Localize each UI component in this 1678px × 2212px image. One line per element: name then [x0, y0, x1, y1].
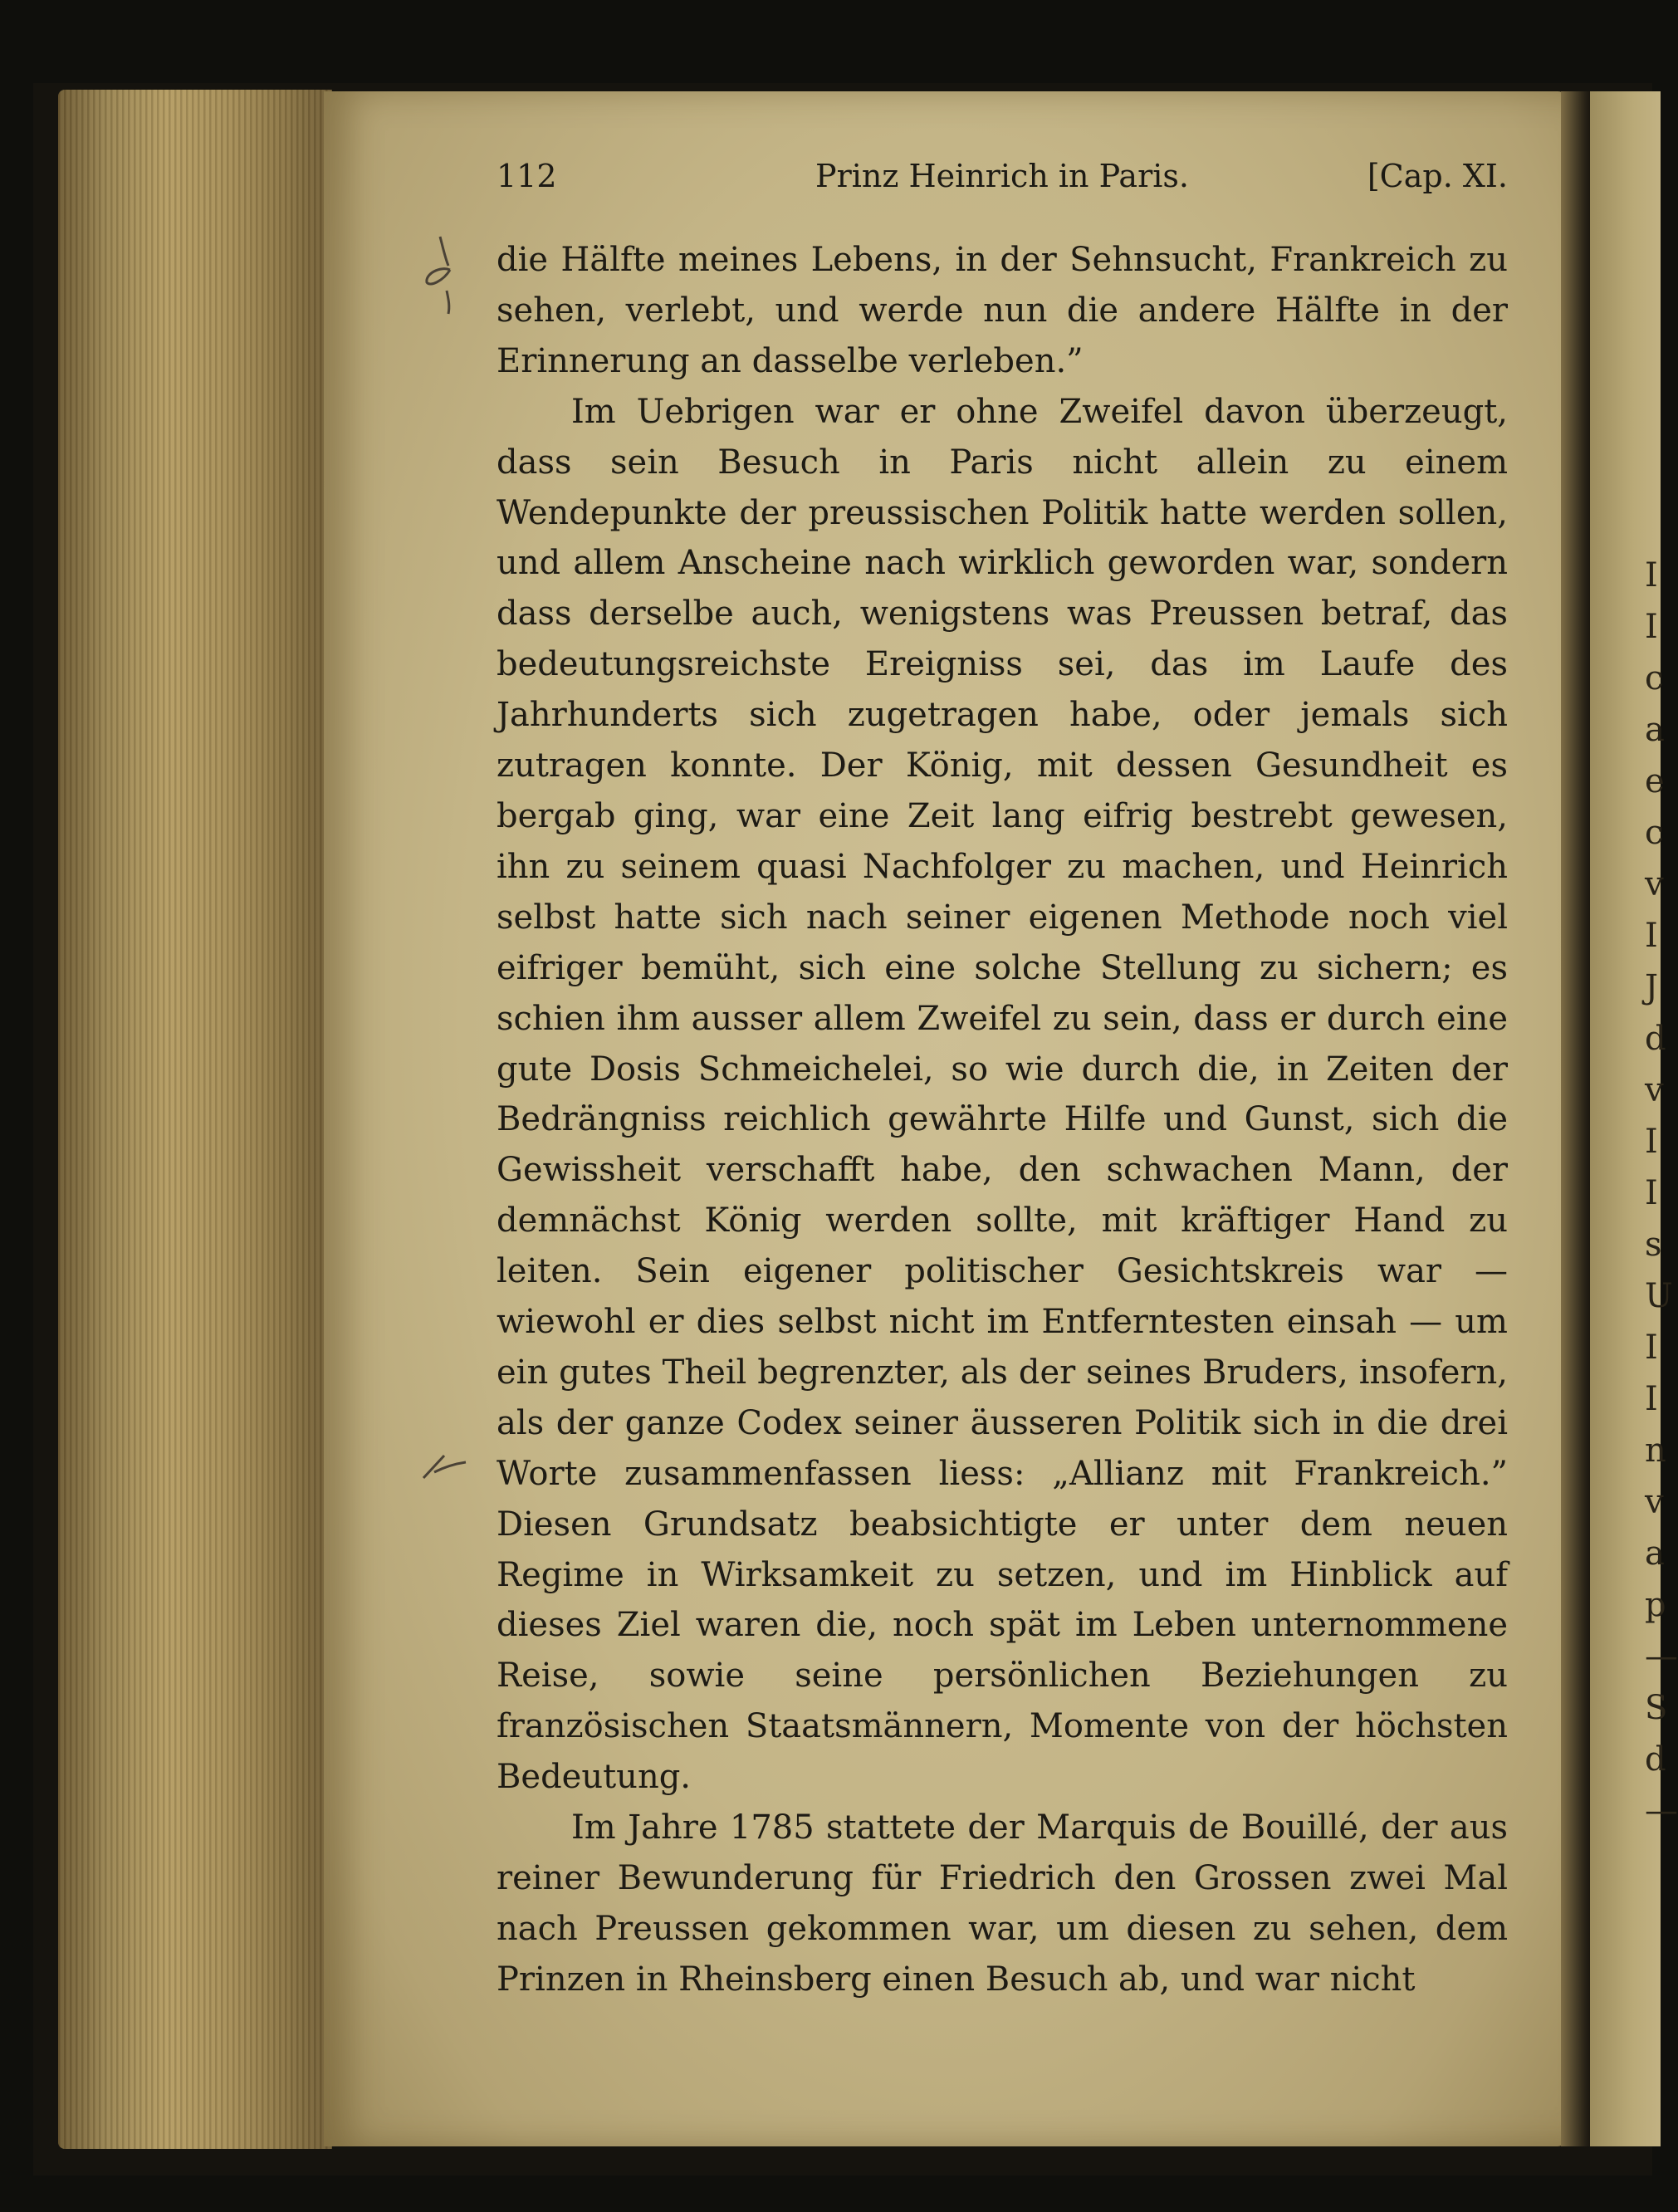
facing-page-fragment: v — [1645, 1483, 1664, 1521]
facing-page-fragment: s — [1645, 1226, 1662, 1264]
facing-page-fragment: c — [1645, 659, 1664, 697]
facing-page-fragment: — — [1645, 1637, 1678, 1676]
facing-page-fragment: c — [1645, 814, 1664, 852]
facing-page-fragment: a — [1645, 1534, 1665, 1573]
facing-page-fragment: I — [1645, 1174, 1658, 1212]
facing-page-fragment: p — [1645, 1586, 1666, 1624]
paragraph-2: Im Uebrigen war er ohne Zweifel davon überzeugt, dass sein Besuch in Paris nicht allein zu einem Wendepunkte der preussischen Politik hatte werden sollen, und allem Anscheine nach wirklich geworden war, sondern dass derselbe auch, wenigstens was Preussen betraf, das bedeutungsreichste Ereigniss sei, das im Laufe des Jahrhunderts sich zugetragen habe, oder jemals sich zutragen konnte. Der König, mit dessen Gesundheit es bergab ging, war eine Zeit lang eifrig bestrebt gewesen, ihn zu seinem quasi Nachfolger zu machen, und Heinrich selbst hatte sich nach seiner eigenen Methode noch viel eifriger bemüht, sich eine solche Stellung zu sichern; es schien ihm ausser allem Zweifel zu sein, dass er durch eine gute Dosis Schmeichelei, so wie durch die, in Zeiten der Bedrängniss reichlich gewährte Hilfe und Gunst, sich die Gewissheit verschafft habe, den schwachen Mann, der demnächst König werden sollte, mit kräftiger Hand zu leiten. Sein eigener politischer Gesichtskreis war — wiewohl er dies selbst nicht im Entferntesten einsah — um ein gutes Theil begrenzter, als der seines Bruders, insofern, als der ganze Codex seiner äusseren Politik sich in die drei Worte zusammenfassen liess: „Allianz mit Frankreich.” Diesen Grundsatz beabsichtigte er unter dem neuen Regime in Wirksamkeit zu setzen, und im Hinblick auf dieses Ziel waren die, noch spät im Leben unternommene Reise, sowie seine persönlichen Beziehungen zu französischen Staatsmännern, Momente von der höchsten Bedeutung. — [497, 392, 1508, 1797]
facing-page-fragment: n — [1645, 1431, 1666, 1470]
facing-page-fragment: a — [1645, 711, 1665, 749]
running-title: Prinz Heinrich in Paris. — [815, 158, 1189, 194]
pencil-mark-icon — [415, 232, 465, 316]
facing-page-fragment: v — [1645, 1071, 1664, 1109]
facing-page-fragment: e — [1645, 762, 1665, 800]
facing-page-edge — [1590, 91, 1678, 2146]
facing-page-fragment: I — [1645, 1123, 1658, 1161]
body-text — [497, 235, 1508, 2005]
chapter-label: [Cap. XI. — [1367, 158, 1508, 194]
facing-page-fragment: J — [1645, 968, 1659, 1006]
facing-page-fragment: I — [1645, 917, 1658, 955]
paragraph-3: Im Jahre 1785 stattete der Marquis de Bouillé, der aus reiner Bewunderung für Friedrich den Grossen zwei Mal nach Preussen gekommen war, um diesen zu sehen, dem Prinzen in Rheinsberg einen Besuch ab, und war nicht — [497, 1808, 1508, 1999]
pencil-mark-icon — [419, 1449, 469, 1482]
paragraph-1: die Hälfte meines Lebens, in der Sehnsucht, Frankreich zu sehen, verlebt, und werde nun die andere Hälfte in der Erinnerung an dasselbe verleben.” — [497, 241, 1508, 380]
facing-page-fragment: I — [1645, 608, 1658, 646]
page-edges — [58, 90, 332, 2149]
facing-page-fragment: d — [1645, 1020, 1666, 1058]
facing-page-fragment: — — [1645, 1792, 1678, 1830]
page-number: 112 — [497, 158, 557, 194]
facing-page-fragment: S — [1645, 1689, 1668, 1727]
facing-page-fragment: d — [1645, 1740, 1666, 1779]
facing-page-fragment: v — [1645, 865, 1664, 903]
facing-page-fragment: I — [1645, 1380, 1658, 1418]
facing-page-fragment: U — [1645, 1277, 1673, 1315]
facing-page-fragment: I — [1645, 556, 1658, 595]
book-gutter — [1561, 91, 1594, 2146]
facing-page-fragment: I — [1645, 1329, 1658, 1367]
running-header — [497, 158, 1508, 201]
